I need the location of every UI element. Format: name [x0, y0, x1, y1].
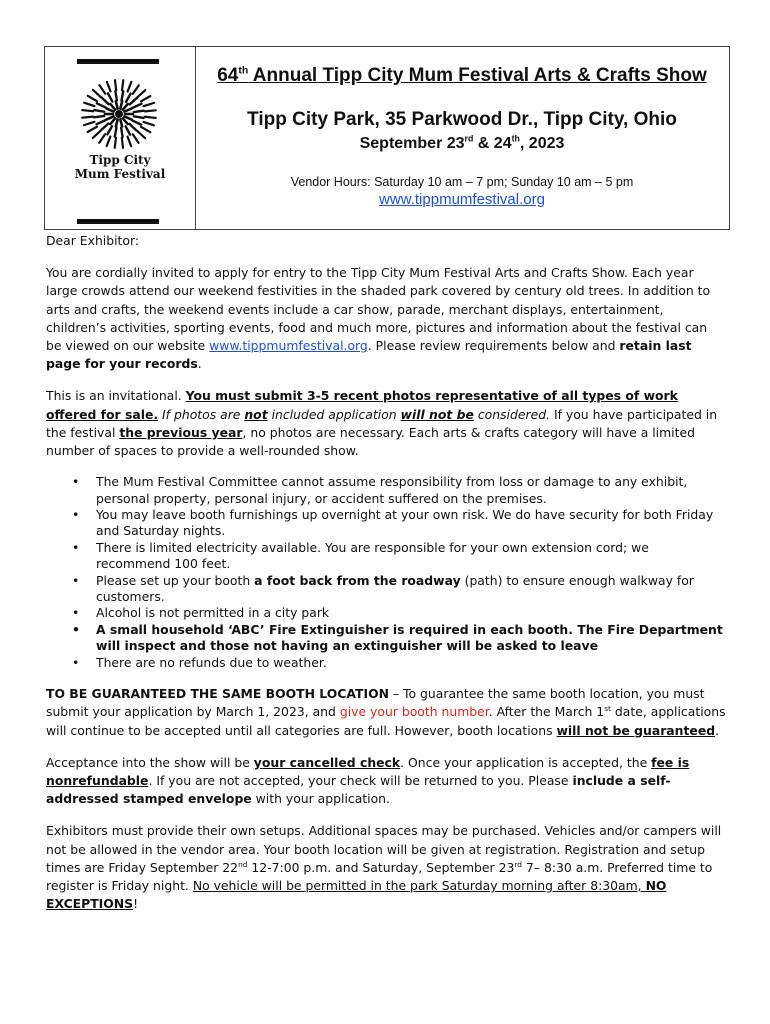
- logo-bottom-bar: [77, 219, 159, 224]
- flower-petal: [129, 124, 136, 131]
- flower-petal: [94, 110, 104, 112]
- list-item: • There are no refunds due to weather.: [96, 655, 726, 671]
- flower-petal: [123, 118, 128, 124]
- flower-petal: [82, 117, 93, 118]
- flower-petal: [94, 116, 104, 117]
- logo-text-line2: Mum Festival: [74, 167, 166, 181]
- intro-website-link[interactable]: www.tippmumfestival.org: [209, 338, 368, 354]
- flower-petal: [102, 98, 109, 105]
- greeting: Dear Exhibitor:: [46, 233, 140, 248]
- show-location: Tipp City Park, 35 Parkwood Dr., Tipp City, Ohio: [247, 109, 677, 130]
- flower-petal: [134, 111, 144, 112]
- flower-petal: [106, 116, 113, 119]
- flower-petal: [82, 110, 93, 111]
- flower-petal: [106, 108, 113, 111]
- flower-petal: [141, 96, 150, 101]
- flower-petal: [101, 124, 108, 130]
- flower-petal: [132, 120, 141, 124]
- flower-petal: [132, 104, 141, 108]
- flower-petal: [110, 104, 115, 110]
- flower-petal: [115, 128, 117, 137]
- flower-petal: [110, 118, 115, 124]
- flower-petal: [126, 94, 131, 102]
- flower-petal: [115, 80, 116, 90]
- flower-petal: [84, 103, 94, 106]
- letter-body: [46, 232, 726, 913]
- flower-petal: [116, 119, 118, 126]
- flower-petal: [145, 110, 156, 111]
- intro-paragraph: You are cordially invited to apply for entry to the Tipp City Mum Festival Arts and Crafts Show. Each year large crowds attend our weekend festivities in the shaded park covered by century old trees. In addition to arts and crafts, the weekend events include a car show, parade, merchant displays, entertainment, children’s activities, sporting events, food and much more, pictures and information about the festival can be viewed on our website www.tippmumfestival.org. Please review requirements below and retain last page for your records.: [46, 265, 711, 372]
- flower-petal: [133, 134, 139, 143]
- flower-petal: [115, 91, 116, 100]
- flower-petal: [126, 126, 130, 134]
- flower-petal: [122, 80, 123, 90]
- flower-petal: [115, 138, 116, 148]
- flower-petal: [145, 117, 156, 118]
- logo-text-line1: Tipp City: [89, 153, 151, 167]
- flower-petal: [122, 138, 123, 148]
- list-item: • Please set up your booth a foot back from the roadway (path) to ensure enough walkway for customers.: [96, 573, 726, 606]
- flower-petal: [93, 90, 101, 97]
- flower-petal: [99, 134, 105, 143]
- flower-petal: [123, 104, 128, 110]
- vendor-hours: Vendor Hours: Saturday 10 am – 7 pm; Sunday 10 am – 5 pm: [290, 175, 634, 189]
- flower-petal: [107, 82, 111, 92]
- flower-petal: [99, 85, 105, 94]
- flower-petal: [133, 85, 139, 94]
- flower-petal: [107, 126, 112, 134]
- show-dates: September 23rd & 24th, 2023: [359, 133, 565, 152]
- flower-petal: [93, 131, 101, 138]
- flower-petal: [120, 119, 122, 126]
- flower-petal: [128, 82, 132, 92]
- flower-petal: [137, 131, 145, 138]
- show-title: 64th Annual Tipp City Mum Festival Arts & Crafts Show: [217, 65, 707, 86]
- flower-petal: [144, 122, 154, 125]
- flower-petal: [144, 103, 154, 106]
- festival-website-link[interactable]: www.tippmumfestival.org: [379, 191, 545, 208]
- setup-paragraph: Exhibitors must provide their own setups. Additional spaces may be purchased. Vehicles and/or campers will not be allowed in the vendor area. Your booth location will be given at registration. Registration and setup times are Friday September 22nd 12-7:00 p.m. and Saturday, September 23rd 7– 8:30 a.m. Preferred time to register is Friday night. No vehicle will be permitted in the park Saturday morning after 8:30am, NO EXCEPTIONS!: [46, 823, 722, 912]
- flower-petal: [108, 93, 112, 101]
- flower-petal: [134, 116, 144, 118]
- flower-petal: [137, 90, 145, 97]
- flower-petal: [128, 137, 132, 147]
- flower-petal: [107, 137, 111, 147]
- list-item: • You may leave booth furnishings up overnight at your own risk. We do have security for both Friday and Saturday nights.: [96, 507, 726, 540]
- list-item: • Alcohol is not permitted in a city park: [96, 605, 726, 621]
- header-box: [44, 46, 730, 230]
- logo-top-bar: [77, 59, 159, 64]
- photos-paragraph: This is an invitational. You must submit 3-5 recent photos representative of all types of work offered for sale. If photos are not included application will not be considered. If you have participated in the festival the previous year, no photos are necessary. Each arts & crafts category will have a limited number of spaces to provide a well-rounded show.: [46, 388, 718, 459]
- flower-petal: [88, 96, 97, 101]
- flower-petal: [124, 108, 131, 111]
- flower-petal: [97, 120, 106, 124]
- logo-cell: [45, 47, 196, 229]
- booth-location-paragraph: TO BE GUARANTEED THE SAME BOOTH LOCATION – To guarantee the same booth location, you must submit your application by March 1, 2023, and give your booth number. After the March 1st date, applications will continue to be accepted until all categories are full. However, booth locations will not be guaranteed.: [46, 686, 726, 738]
- header-text-cell: [195, 47, 729, 229]
- flower-petal: [88, 127, 97, 132]
- list-item: • The Mum Festival Committee cannot assume responsibility from loss or damage to any exhibit, personal property, personal injury, or accident suffered on the premises.: [96, 474, 726, 507]
- flower-petal: [97, 103, 106, 107]
- flower-petal: [84, 122, 94, 125]
- list-item: • There is limited electricity available. You are responsible for your own extension cord; we recommend 100 feet.: [96, 540, 726, 573]
- acceptance-paragraph: Acceptance into the show will be your cancelled check. Once your application is accepted, the fee is nonrefundable. If you are not accepted, your check will be returned to you. Please include a self-addressed stamped envelope with your application.: [46, 754, 690, 807]
- mum-flower-icon: [77, 75, 161, 153]
- flower-petal: [122, 91, 124, 100]
- list-item: • A small household ‘ABC’ Fire Extinguisher is required in each booth. The Fire Department will inspect and those not having an extinguisher will be asked to leave: [96, 622, 726, 655]
- flower-petal: [120, 101, 122, 108]
- flower-petal: [116, 101, 118, 108]
- flower-petal: [141, 127, 150, 132]
- flower-petal: [121, 128, 122, 137]
- flower-petal: [124, 116, 131, 119]
- rules-list: [46, 474, 726, 671]
- flower-petal: [130, 98, 137, 104]
